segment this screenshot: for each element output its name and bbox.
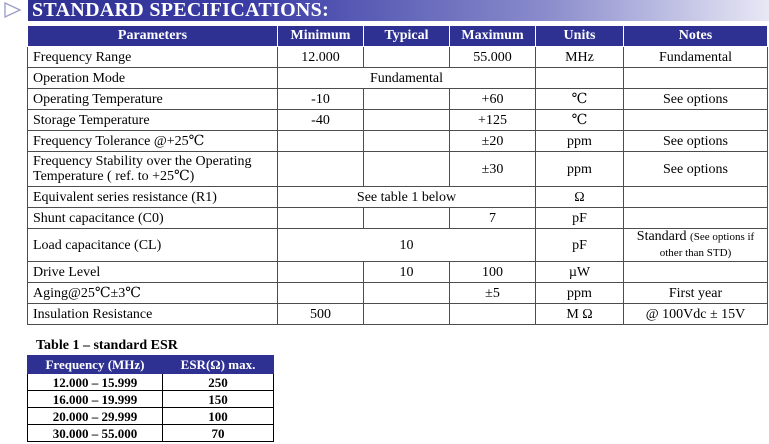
note-cell [624,229,768,262]
table-row [28,208,768,229]
column-header: ESR(Ω) max. [163,356,274,374]
table-row [28,304,768,325]
unit-cell: ppm [536,283,624,304]
minimum-cell: -10 [278,89,364,110]
maximum-cell: 7 [450,208,536,229]
esr-header-row [28,356,274,374]
table-row [28,425,274,442]
column-header: Frequency (MHz) [28,356,163,374]
note-cell [624,187,768,208]
note-cell [624,110,768,131]
merged-value-cell: See table 1 below [278,187,536,208]
typical-cell [364,283,450,304]
table-row [28,283,768,304]
note-cell [624,208,768,229]
table-row [28,262,768,283]
unit-cell: pF [536,229,624,262]
typical-cell [364,152,450,187]
parameter-cell: Operation Mode [28,68,278,89]
minimum-cell: -40 [278,110,364,131]
note-cell: @ 100Vdc ± 15V [624,304,768,325]
maximum-cell: ±5 [450,283,536,304]
minimum-cell [278,131,364,152]
parameter-cell: Shunt capacitance (C0) [28,208,278,229]
unit-cell: ℃ [536,110,624,131]
typical-cell: 10 [278,229,536,262]
typical-cell [364,47,450,68]
unit-cell: ppm [536,152,624,187]
specifications-table [27,26,768,325]
table-row [28,408,274,425]
parameter-cell: Frequency Stability over the Operating Temperature ( ref. to +25℃) [28,152,278,187]
column-header: Notes [624,26,768,47]
parameter-cell: Equivalent series resistance (R1) [28,187,278,208]
section-title: STANDARD SPECIFICATIONS: [32,0,330,21]
table-row [28,68,768,89]
frequency-cell: 12.000 – 15.999 [28,374,163,391]
note-text: Standard [636,229,687,244]
unit-cell: ℃ [536,89,624,110]
parameter-cell: Aging@25℃±3℃ [28,283,278,304]
unit-cell: Ω [536,187,624,208]
column-header: Typical [364,26,450,47]
table-row [28,187,768,208]
typical-cell [364,304,450,325]
section-title-bar [0,0,769,20]
parameter-cell: Storage Temperature [28,110,278,131]
typical-cell [364,131,450,152]
minimum-cell: 12.000 [278,47,364,68]
table-row [28,391,274,408]
note-cell: See options [624,131,768,152]
merged-value-cell: Fundamental [278,68,536,89]
table-row [28,229,768,262]
table-row [28,374,274,391]
minimum-cell [278,262,364,283]
unit-cell: pF [536,208,624,229]
esr-cell: 100 [163,408,274,425]
maximum-cell: ±20 [450,131,536,152]
unit-cell: M Ω [536,304,624,325]
unit-cell: MHz [536,47,624,68]
minimum-cell [278,152,364,187]
column-header: Parameters [28,26,278,47]
frequency-cell: 16.000 – 19.999 [28,391,163,408]
note-cell: First year [624,283,768,304]
esr-cell: 70 [163,425,274,442]
typical-cell: 10 [364,262,450,283]
table-row [28,131,768,152]
esr-cell: 150 [163,391,274,408]
parameter-cell: Operating Temperature [28,89,278,110]
note-cell [624,68,768,89]
parameter-cell: Insulation Resistance [28,304,278,325]
note-cell: Fundamental [624,47,768,68]
unit-cell: µW [536,262,624,283]
frequency-cell: 30.000 – 55.000 [28,425,163,442]
esr-table-title: Table 1 – standard ESR [36,338,178,353]
maximum-cell: +125 [450,110,536,131]
typical-cell [364,110,450,131]
parameter-cell: Drive Level [28,262,278,283]
minimum-cell: 500 [278,304,364,325]
maximum-cell [450,304,536,325]
table-row [28,110,768,131]
arrow-right-icon [4,2,22,18]
minimum-cell [278,208,364,229]
esr-cell: 250 [163,374,274,391]
esr-table [27,355,274,442]
unit-cell: ppm [536,131,624,152]
parameter-cell: Load capacitance (CL) [28,229,278,262]
column-header: Minimum [278,26,364,47]
note-cell [624,262,768,283]
note-cell: See options [624,89,768,110]
note-cell: See options [624,152,768,187]
maximum-cell: ±30 [450,152,536,187]
maximum-cell: 100 [450,262,536,283]
note-small-text: (See options if other than STD) [659,231,755,259]
table-row [28,47,768,68]
table-row [28,89,768,110]
maximum-cell: 55.000 [450,47,536,68]
table-row [28,152,768,187]
frequency-cell: 20.000 – 29.999 [28,408,163,425]
parameter-cell: Frequency Tolerance @+25℃ [28,131,278,152]
column-header: Maximum [450,26,536,47]
column-header: Units [536,26,624,47]
specifications-header-row [28,26,768,47]
typical-cell [364,89,450,110]
typical-cell [364,208,450,229]
minimum-cell [278,283,364,304]
parameter-cell: Frequency Range [28,47,278,68]
unit-cell [536,68,624,89]
maximum-cell: +60 [450,89,536,110]
